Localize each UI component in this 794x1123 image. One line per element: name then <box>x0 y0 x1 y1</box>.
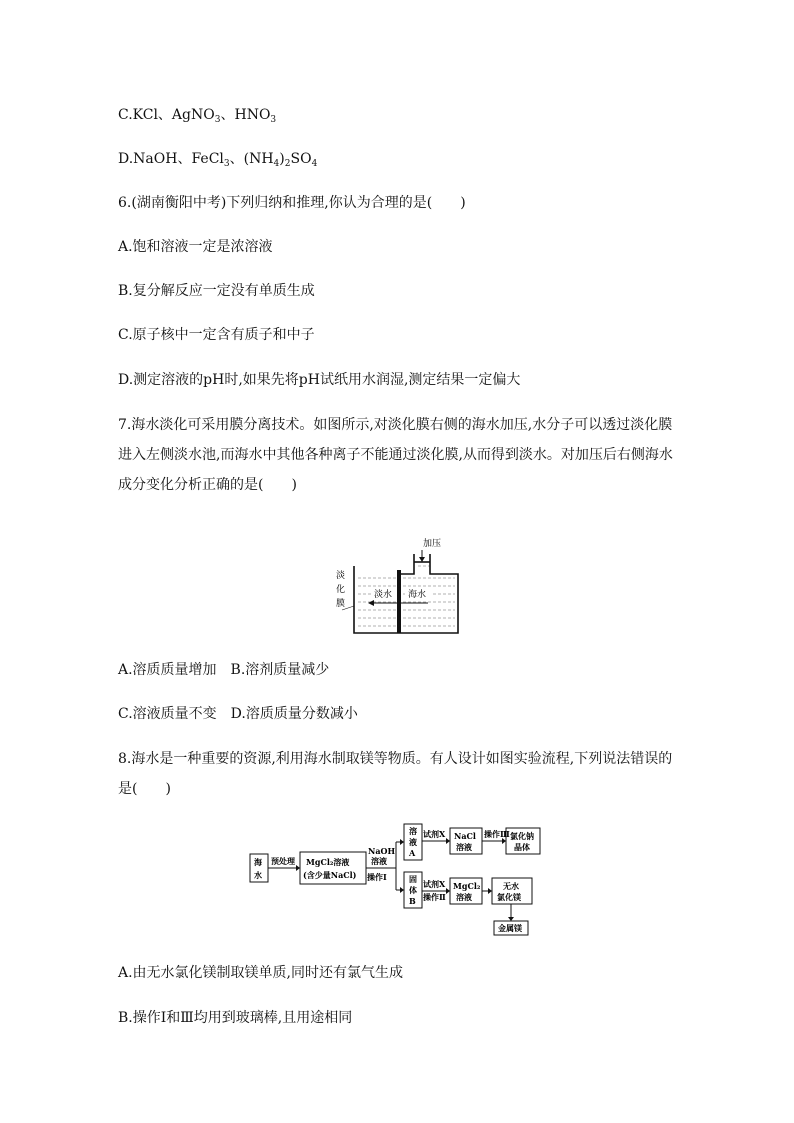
option-5c: C.KCl、AgNO$_3$、$HNO_3$ <box>118 107 277 125</box>
question-7-line1: 7.海水淡化可采用膜分离技术。如图所示,对淡化膜右侧的海水加压,水分子可以透过淡化膜 <box>118 417 673 433</box>
option-7cd: C.溶液质量不变 D.溶质质量分数减小 <box>118 706 358 722</box>
membrane-label-2: 化 <box>336 585 346 595</box>
membrane-label-3: 膜 <box>336 599 346 609</box>
flow-pretreatment: 预处理 <box>271 856 295 866</box>
question-7-line2: 进入左侧淡水池,而海水中其他各种离子不能通过淡化膜,从而得到淡水。对加压后右侧海水 <box>118 447 673 463</box>
option-5d: D.NaOH、FeCl$_3$、$(NH_4)_2SO_4$ <box>118 151 318 169</box>
question-8-line2: 是( ) <box>118 781 171 797</box>
flow-mgcl2: MgCl₂ <box>453 881 481 891</box>
option-8a: A.由无水氯化镁制取镁单质,同时还有氯气生成 <box>118 965 404 981</box>
flow-solB-2: 体 <box>409 885 417 895</box>
question-7-line3: 成分变化分析正确的是( ) <box>118 477 297 493</box>
flow-mgcl2-solution-2: 溶液 <box>456 892 472 902</box>
flow-sea-2: 水 <box>254 870 262 880</box>
question-8-line1: 8.海水是一种重要的资源,利用海水制取镁等物质。有人设计如图实验流程,下列说法错误的 <box>118 751 673 767</box>
flow-anhydrous-2: 氯化镁 <box>497 892 521 902</box>
option-6d: D.测定溶液的pH时,如果先将pH试纸用水润湿,测定结果一定偏大 <box>118 372 521 388</box>
option-6a: A.饱和溶液一定是浓溶液 <box>118 239 273 255</box>
flow-naoh: NaOH <box>368 846 396 856</box>
flow-metal-mg: 金属镁 <box>498 923 522 933</box>
flow-op1: 操作Ⅰ <box>367 872 387 882</box>
flow-nacl-solution: 溶液 <box>456 842 472 852</box>
magnesium-flow-diagram <box>248 820 548 938</box>
flow-sea-1: 海 <box>254 857 262 867</box>
flow-solB-1: 固 <box>409 874 417 884</box>
option-8b: B.操作Ⅰ和Ⅲ均用到玻璃棒,且用途相同 <box>118 1010 353 1026</box>
question-6-stem: 6.(湖南衡阳中考)下列归纳和推理,你认为合理的是( ) <box>118 195 466 211</box>
membrane-label-1: 淡 <box>336 571 346 581</box>
flow-mgcl2-note: (含少量NaCl) <box>303 870 357 880</box>
flow-naoh-solution: 溶液 <box>371 856 387 866</box>
pressure-label: 加压 <box>423 539 442 549</box>
flow-op2: 操作Ⅱ <box>423 892 446 902</box>
flow-solA-1: 溶 <box>409 826 417 836</box>
flow-reagent-top: 试剂X <box>423 829 446 839</box>
sea-water-label: 海水 <box>408 590 427 600</box>
option-6c: C.原子核中一定含有质子和中子 <box>118 327 315 343</box>
flow-solA-3: A <box>409 848 416 858</box>
flow-nacl-crystal-1: 氯化钠 <box>510 831 534 841</box>
desalination-diagram <box>330 536 465 638</box>
fresh-water-label: 淡水 <box>374 590 393 600</box>
flow-nacl-crystal-2: 晶体 <box>514 842 530 852</box>
flow-mgcl2-solution: MgCl₂溶液 <box>306 857 350 867</box>
flow-nacl: NaCl <box>454 831 476 841</box>
flow-reagent-bottom: 试剂X <box>423 879 446 889</box>
flow-anhydrous-1: 无水 <box>503 881 519 891</box>
option-7ab: A.溶质质量增加 B.溶剂质量减少 <box>118 662 330 678</box>
option-6b: B.复分解反应一定没有单质生成 <box>118 283 315 299</box>
flow-solB-3: B <box>409 896 416 906</box>
flow-op3: 操作Ⅲ <box>484 829 510 839</box>
flow-solA-2: 液 <box>409 837 417 847</box>
